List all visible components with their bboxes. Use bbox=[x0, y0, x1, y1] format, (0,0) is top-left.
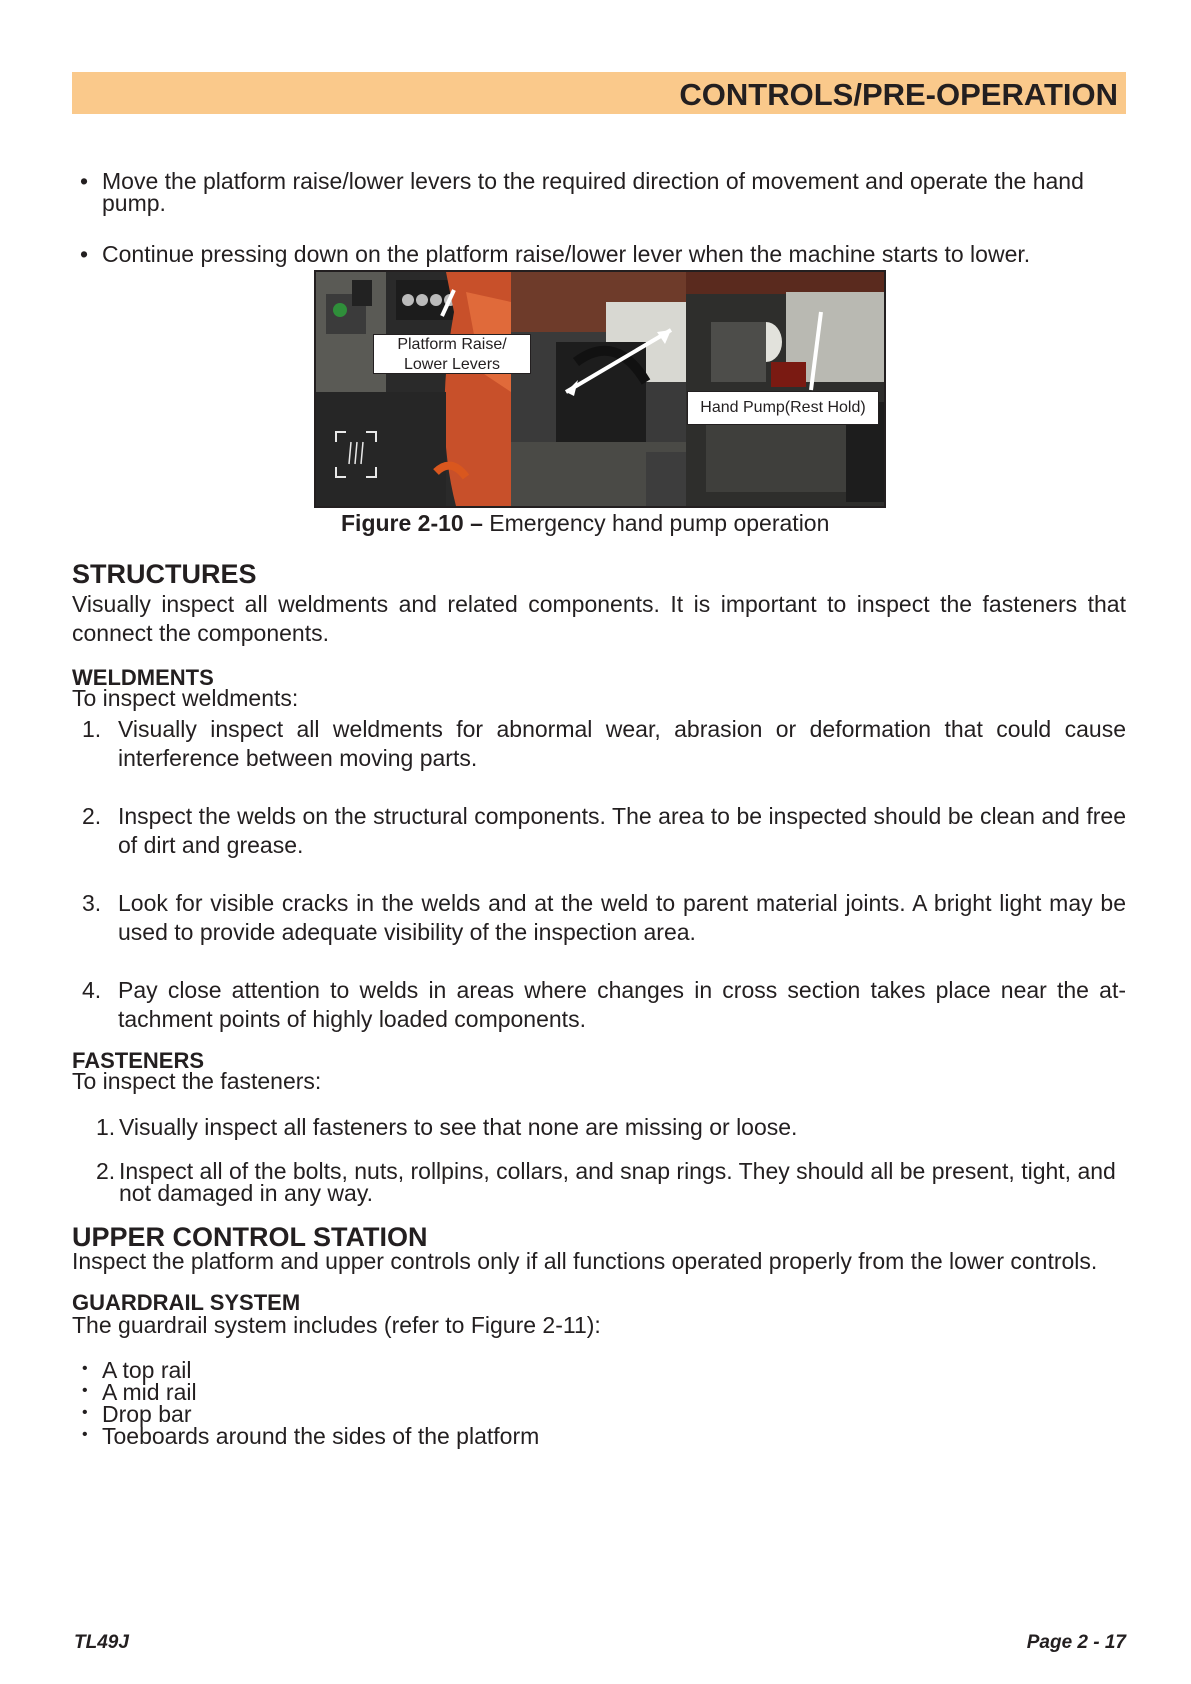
guardrail-intro: The guardrail system includes (refer to Figure 2-11): bbox=[72, 1312, 601, 1338]
structures-intro: Visually inspect all weldments and related components. It is important to inspect the fasteners that connect the components. bbox=[72, 591, 1126, 646]
hand-pump-photo bbox=[314, 270, 886, 508]
footer-page-number: Page 2 - 17 bbox=[1026, 1632, 1126, 1653]
section-header-bar bbox=[72, 72, 1126, 114]
bullet-icon: • bbox=[80, 168, 89, 194]
bullet-icon: • bbox=[82, 1426, 88, 1443]
item-text: Visually inspect all fasteners to see that none are missing or loose. bbox=[119, 1114, 798, 1140]
fasteners-heading: FASTENERS bbox=[72, 1048, 205, 1073]
bullet-icon: • bbox=[82, 1382, 88, 1399]
item-text: Look for visible cracks in the welds and at the weld to parent material joints. A bright light may be used to provide adequate visibility of the inspection area. bbox=[118, 890, 1126, 945]
weldments-intro: To inspect weldments: bbox=[72, 685, 299, 711]
figure-caption-text: Emergency hand pump operation bbox=[482, 510, 830, 536]
structures-heading: STRUCTURES bbox=[72, 559, 257, 589]
item-number: 1. bbox=[96, 1114, 116, 1140]
section-title: CONTROLS/PRE-OPERATION bbox=[679, 77, 1118, 112]
weldments-heading: WELDMENTS bbox=[72, 665, 214, 690]
bullet-text: Continue pressing down on the platform raise/lower lever when the machine starts to lower. bbox=[102, 241, 1031, 267]
item-number: 2. bbox=[96, 1158, 116, 1184]
figure-caption-number: Figure 2-10 – bbox=[341, 510, 483, 536]
fasteners-intro: To inspect the fasteners: bbox=[72, 1068, 322, 1094]
item-text: Visually inspect all weldments for abnormal wear, abrasion or deformation that could cause interference between moving parts. bbox=[118, 716, 1126, 771]
upper-control-intro: Inspect the platform and upper controls only if all functions operated properly from the lower controls. bbox=[72, 1248, 1098, 1274]
item-number: 4. bbox=[82, 977, 102, 1003]
bullet-icon: • bbox=[82, 1360, 88, 1377]
bullet-icon: • bbox=[82, 1404, 88, 1421]
item-number: 2. bbox=[82, 803, 102, 829]
guardrail-heading: GUARDRAIL SYSTEM bbox=[72, 1290, 301, 1315]
list-item-text: A mid rail bbox=[102, 1379, 197, 1405]
list-item-text: A top rail bbox=[102, 1357, 192, 1383]
footer-model: TL49J bbox=[74, 1632, 129, 1653]
photo-illustration bbox=[316, 272, 884, 506]
item-text: Inspect all of the bolts, nuts, rollpins, collars, and snap rings. They should all be present, tight, and not damaged in any way. bbox=[119, 1158, 1116, 1206]
figure-callout-levers bbox=[373, 334, 531, 374]
item-text: Inspect the welds on the structural components. The area to be inspected should be clean and free of dirt and grease. bbox=[118, 803, 1126, 858]
item-number: 1. bbox=[82, 716, 102, 742]
list-item-text: Toeboards around the sides of the platform bbox=[102, 1423, 540, 1449]
upper-control-heading: UPPER CONTROL STATION bbox=[72, 1222, 428, 1252]
figure-caption bbox=[341, 510, 829, 536]
callout-levers-line2: Lower Levers bbox=[403, 356, 501, 373]
figure-callout-pump: Hand Pump(Rest Hold) bbox=[687, 391, 879, 425]
item-text: Pay close attention to welds in areas where changes in cross section takes place near the at-tachment points of highly loaded components. bbox=[118, 977, 1126, 1032]
bullet-icon: • bbox=[80, 241, 89, 267]
item-number: 3. bbox=[82, 890, 102, 916]
callout-levers-line1: Platform Raise/ bbox=[397, 336, 507, 353]
list-item-text: Drop bar bbox=[102, 1401, 192, 1427]
bullet-text: Move the platform raise/lower levers to the required direction of movement and operate the hand pump. bbox=[102, 168, 1084, 216]
